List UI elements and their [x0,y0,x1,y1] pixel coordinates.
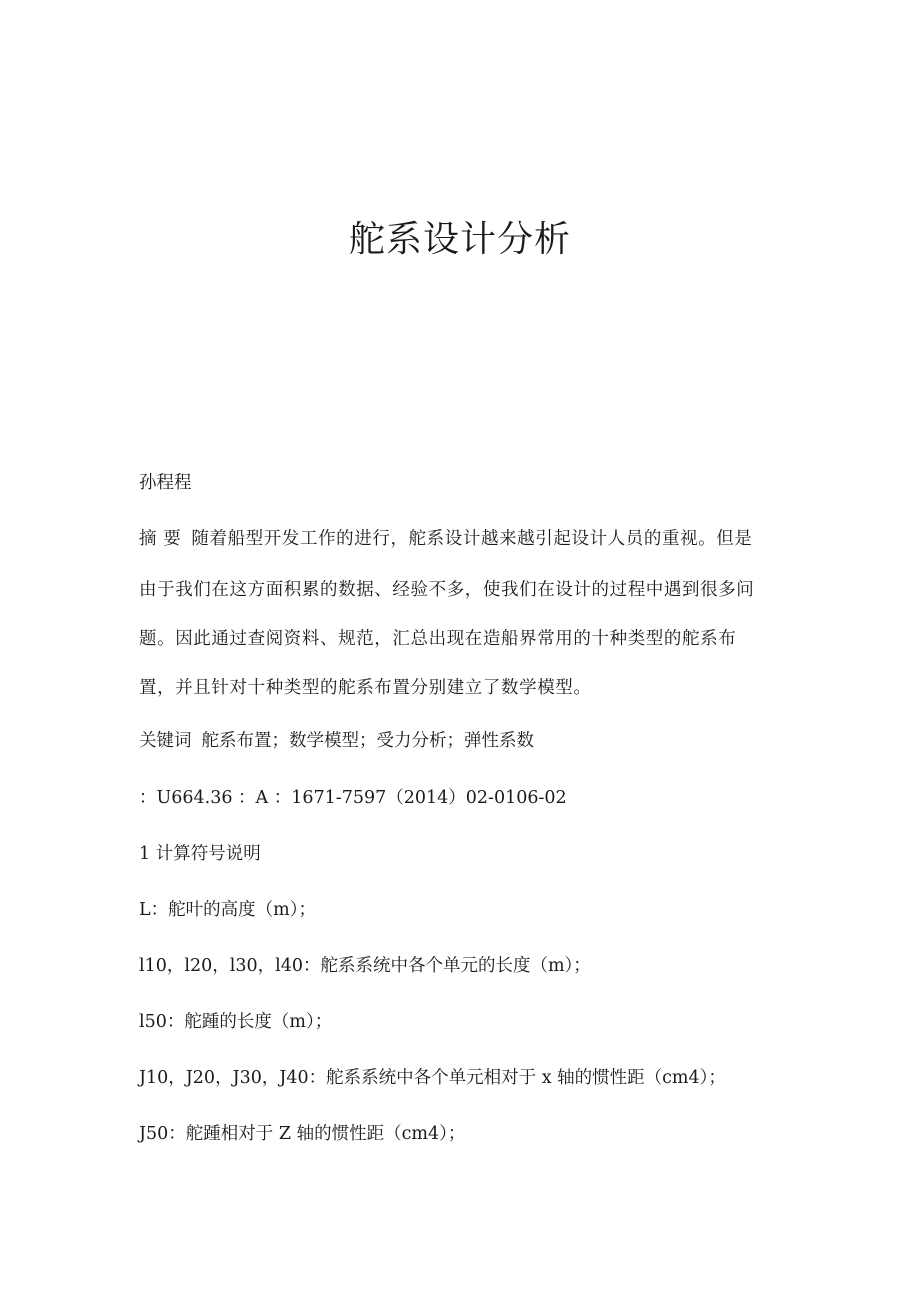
symbol-item: l10，l20，l30，l40：舵系系统中各个单元的长度（m）； [139,956,591,976]
symbol-item: J50：舵踵相对于 Z 轴的惯性距（cm4）； [139,1124,466,1144]
symbol-item: J10，J20，J30，J40：舵系系统中各个单元相对于 x 轴的惯性距（cm4）； [139,1068,726,1088]
abstract-label: 摘 要 [139,529,182,549]
abstract-first-line [139,526,779,552]
abstract-line-1: 随着船型开发工作的进行，舵系设计越来越引起设计人员的重视。但是 [191,529,753,549]
classification-line: ：U664.36 ：A ：1671-7597（2014）02-0106-02 [139,788,567,808]
document-title: 舵系设计分析 [348,219,571,260]
keywords-label: 关键词 [139,731,192,751]
abstract-line-2: 由于我们在这方面积累的数据、经验不多，使我们在设计的过程中遇到很多问 [139,580,755,600]
symbol-item: l50：舵踵的长度（m）； [139,1012,333,1032]
author-name: 孙程程 [139,473,192,493]
symbol-item: L：舵叶的高度（m）； [139,900,316,920]
abstract-line-4: 置，并且针对十种类型的舵系布置分别建立了数学模型。 [139,678,592,698]
abstract-line-3: 题。因此通过查阅资料、规范，汇总出现在造船界常用的十种类型的舵系布 [139,629,737,649]
keywords-line [139,728,779,754]
keywords-text: 舵系布置；数学模型；受力分析；弹性系数 [201,731,534,751]
section-heading: 1 计算符号说明 [139,844,261,864]
